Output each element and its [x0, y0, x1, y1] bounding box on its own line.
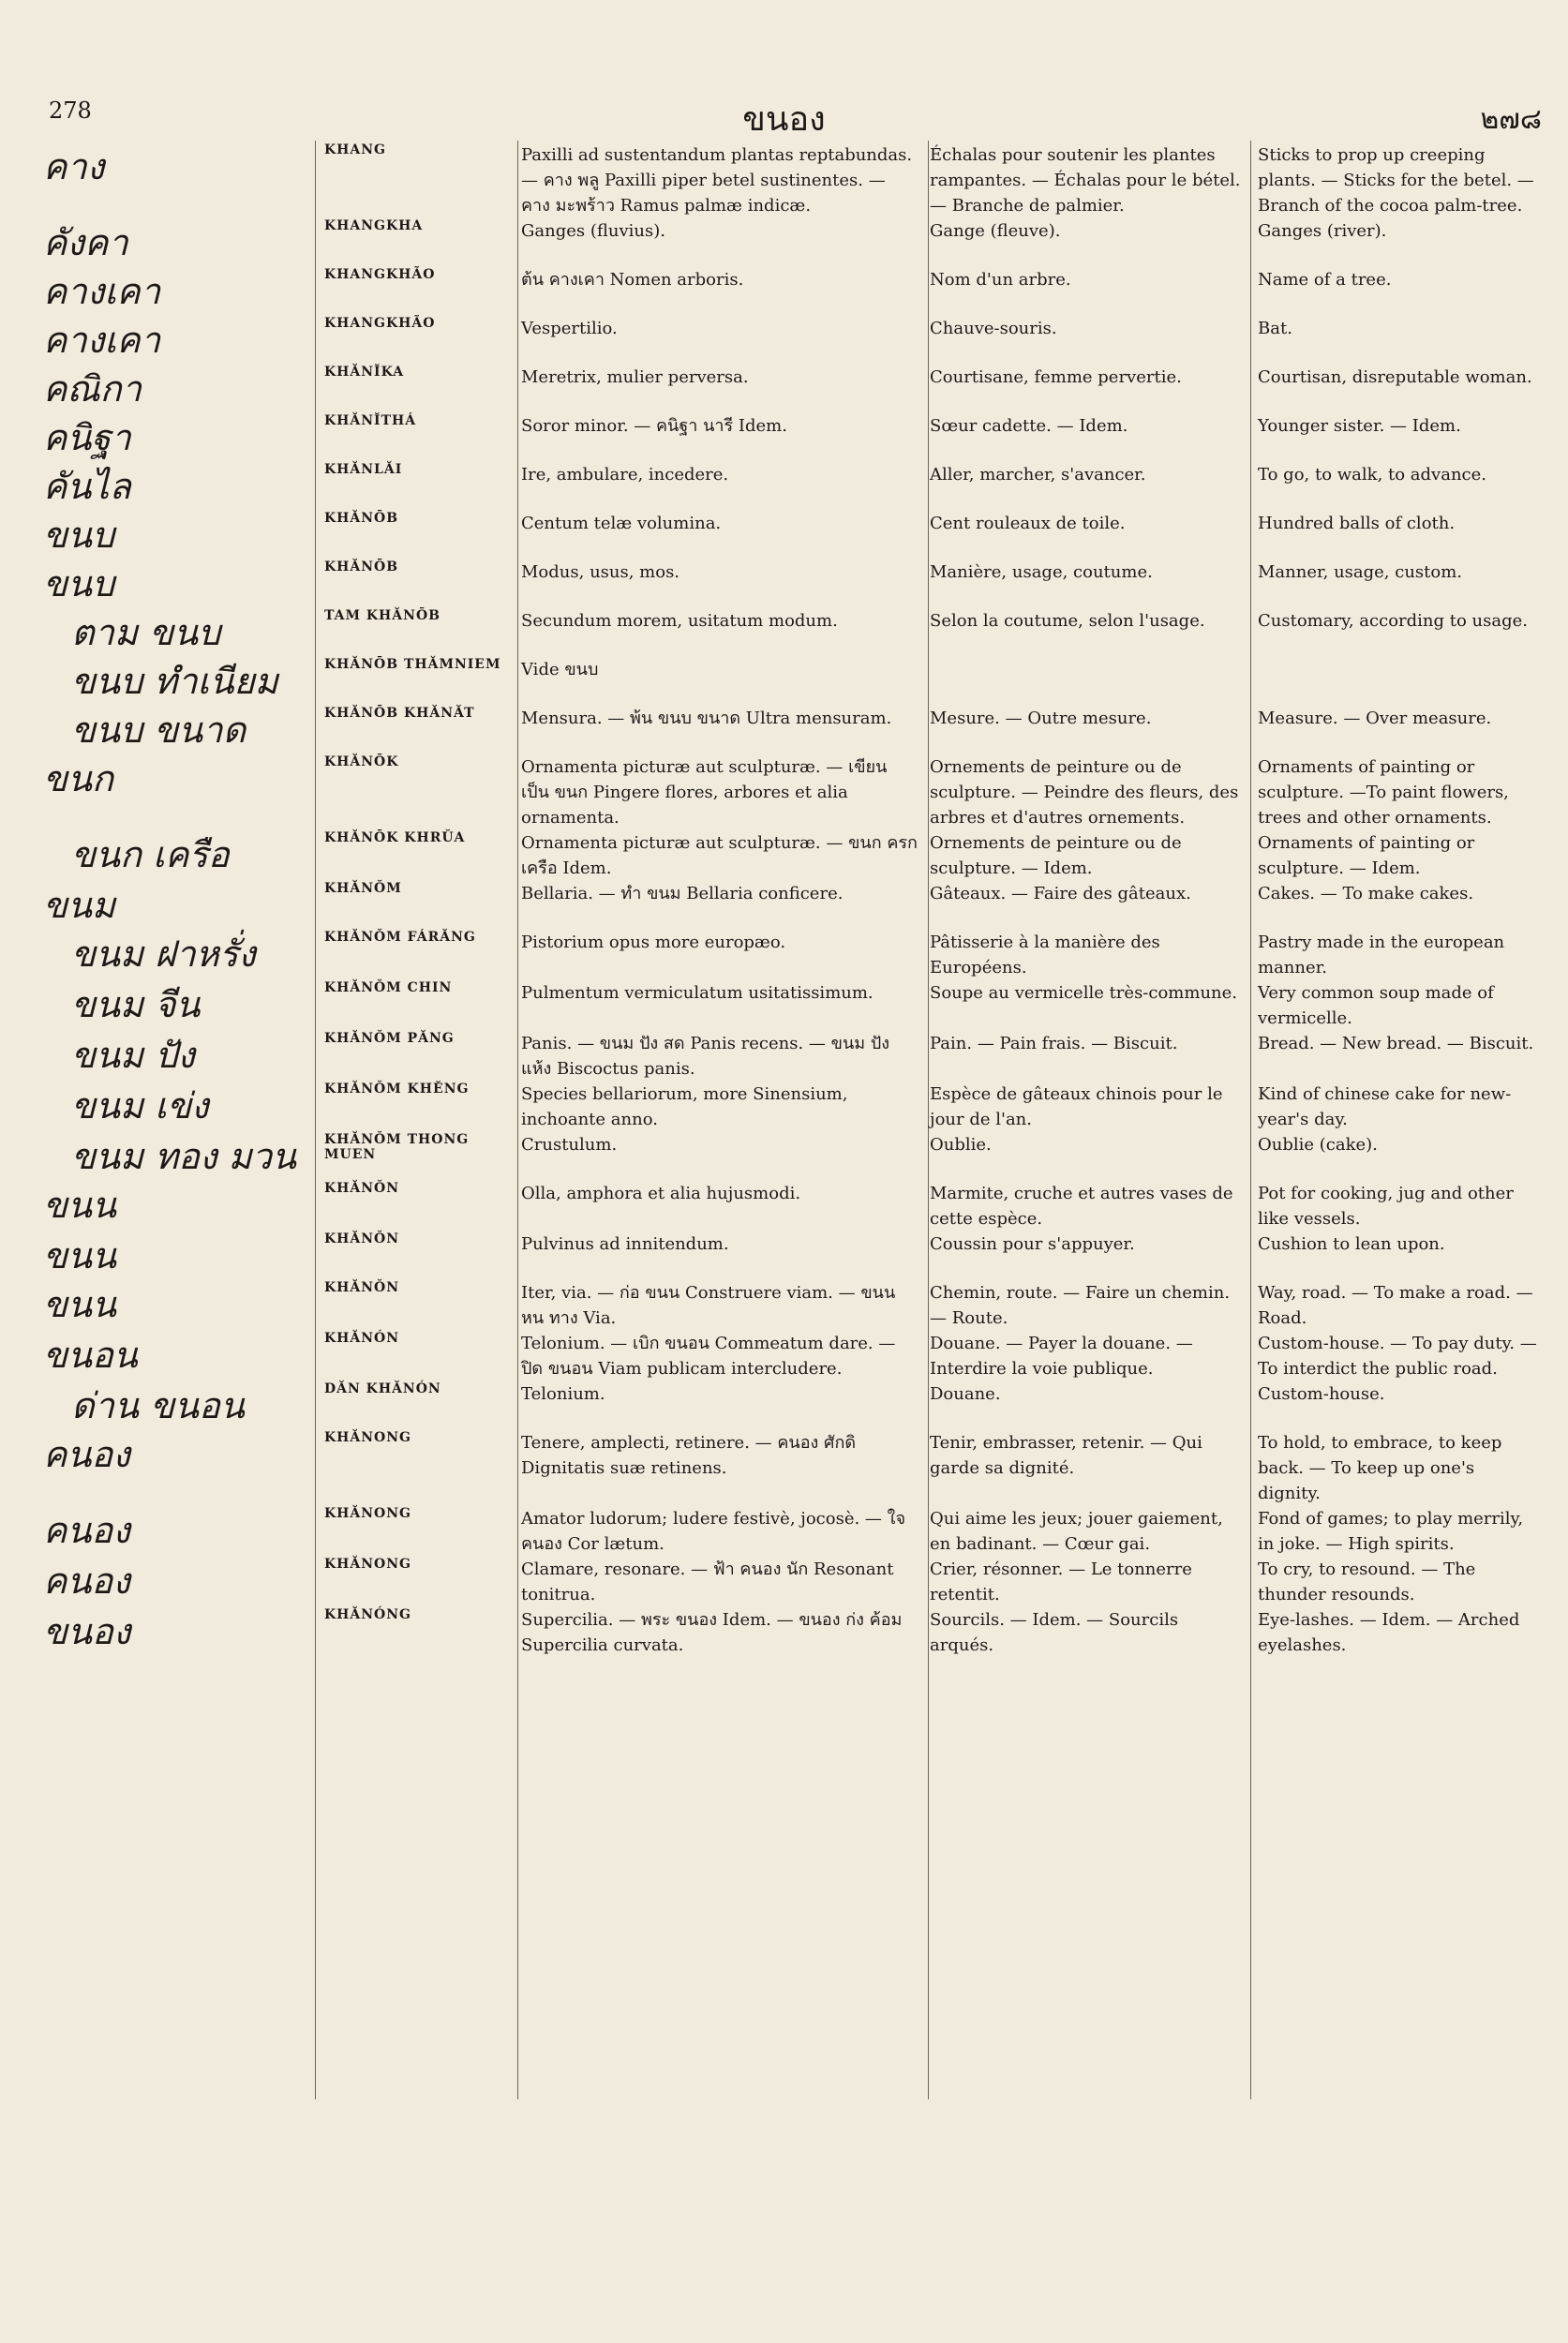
latin-definition: Crustulum.: [521, 1135, 618, 1155]
transliteration: KHĂNŌB THĂMNIEM: [324, 657, 501, 672]
latin-definition: Ornamenta picturæ aut sculpturæ. — ขนก ครก เครือ Idem.: [521, 833, 918, 878]
english-definition: Custom-house. — To pay duty. — To interdict the public road.: [1258, 1334, 1537, 1379]
dictionary-entry: [37, 365, 1543, 413]
french-definition: Espèce de gâteaux chinois pour le jour de l'an.: [930, 1084, 1223, 1129]
english-definition: Custom-house.: [1258, 1384, 1385, 1404]
thai-headword: ขนบ: [43, 515, 115, 556]
transliteration: KHĂNŌB: [324, 560, 399, 575]
latin-definition: Olla, amphora et alia hujusmodi.: [521, 1184, 801, 1203]
dictionary-entry: [37, 218, 1543, 267]
latin-definition: Species bellariorum, more Sinensium, inchoante anno.: [521, 1084, 848, 1129]
french-definition: Courtisane, femme pervertie.: [930, 367, 1182, 387]
english-definition: Younger sister. — Idem.: [1258, 416, 1461, 436]
dictionary-entry: [37, 1557, 1543, 1607]
french-definition: Manière, usage, coutume.: [930, 562, 1153, 582]
dictionary-entry: [37, 413, 1543, 462]
french-definition: Tenir, embrasser, retenir. — Qui garde sa dignité.: [930, 1433, 1202, 1478]
french-definition: Crier, résonner. — Le tonnerre retentit.: [930, 1560, 1192, 1604]
thai-headword: ขนอง: [43, 1611, 131, 1652]
transliteration: KHĂNONG: [324, 1430, 412, 1445]
english-definition: Very common soup made of vermicelle.: [1258, 983, 1494, 1028]
latin-definition: Pulvinus ad innitendum.: [521, 1234, 729, 1254]
french-definition: Ornements de peinture ou de sculpture. — Peindre des fleurs, des arbres et d'autres ornements.: [930, 757, 1239, 828]
dictionary-entry: [37, 881, 1543, 930]
latin-definition: Amator ludorum; ludere festivè, jocosè. — ใจ คนอง Cor lætum.: [521, 1509, 905, 1554]
latin-definition: Pulmentum vermiculatum usitatissimum.: [521, 983, 874, 1003]
thai-headword: ขนน: [43, 1284, 116, 1325]
transliteration: KHĂNÓNG: [324, 1607, 412, 1622]
transliteration: KHĂNŎN: [324, 1280, 400, 1295]
transliteration: KHĂNŎN: [324, 1181, 400, 1196]
thai-headword: ขนน: [43, 1185, 116, 1226]
latin-definition: ต้น คางเคา Nomen arboris.: [521, 270, 744, 290]
thai-headword: คันไล: [43, 466, 131, 507]
thai-headword: ด่าน ขนอน: [71, 1385, 245, 1426]
thai-headword: คนอง: [43, 1560, 130, 1602]
dictionary-entry: [37, 1231, 1543, 1280]
french-definition: Sœur cadette. — Idem.: [930, 416, 1128, 436]
thai-headword: ขนม เข่ง: [71, 1085, 209, 1127]
latin-definition: Paxilli ad sustentandum plantas reptabundas. — คาง พลู Paxilli piper betel sustinentes. — คาง มะพร้าว Ramus palmæ indicæ.: [521, 145, 913, 216]
thai-headword: ขนม ฝาหรั่ง: [71, 933, 256, 975]
dictionary-entry: [37, 1430, 1543, 1506]
dictionary-entry: [37, 657, 1543, 706]
latin-definition: Ornamenta picturæ aut sculpturæ. — เขียน เป็น ขนก Pingere flores, arbores et alia ornamenta.: [521, 757, 888, 828]
thai-headword: ขนอน: [43, 1335, 138, 1376]
english-definition: To go, to walk, to advance.: [1258, 465, 1487, 485]
english-definition: Bread. — New bread. — Biscuit.: [1258, 1034, 1534, 1053]
english-definition: [1252, 657, 1543, 706]
transliteration: KHĂNŎM PĂNG: [324, 1031, 455, 1046]
french-definition: Qui aime les jeux; jouer gaiement, en badinant. — Cœur gai.: [930, 1509, 1223, 1554]
english-definition: Cakes. — To make cakes.: [1258, 884, 1474, 903]
french-definition: [924, 657, 1252, 706]
english-definition: Sticks to prop up creeping plants. — Sticks for the betel. — Branch of the cocoa palm-tree.: [1258, 145, 1534, 216]
english-definition: Manner, usage, custom.: [1258, 562, 1463, 582]
thai-headword: คังคา: [43, 222, 128, 263]
french-definition: Sourcils. — Idem. — Sourcils arqués.: [930, 1610, 1179, 1655]
french-definition: Gâteaux. — Faire des gâteaux.: [930, 884, 1191, 903]
english-definition: Way, road. — To make a road. — Road.: [1258, 1283, 1533, 1328]
latin-definition: Ire, ambulare, incedere.: [521, 465, 729, 485]
thai-headword: ขนน: [43, 1235, 116, 1276]
dictionary-entry: [37, 754, 1543, 830]
thai-headword: ขนม: [43, 885, 116, 926]
transliteration: KHĂNĬKA: [324, 365, 405, 380]
latin-definition: Iter, via. — ก่อ ขนน Construere viam. — ขนน หน ทาง Via.: [521, 1283, 896, 1328]
thai-headword: คาง: [43, 146, 105, 187]
transliteration: TAM KHĂNŌB: [324, 608, 441, 623]
dictionary-entry: [37, 1181, 1543, 1231]
thai-headword: คนิฐา: [43, 417, 131, 458]
latin-definition: Clamare, resonare. — ฟ้า คนอง นัก Resonant tonitrua.: [521, 1560, 894, 1604]
english-definition: Pastry made in the european manner.: [1258, 933, 1505, 977]
french-definition: Gange (fleuve).: [930, 221, 1061, 241]
transliteration: KHĂNŎM CHIN: [324, 980, 453, 995]
french-definition: Douane.: [930, 1384, 1001, 1404]
dictionary-entry: [37, 511, 1543, 560]
english-definition: Ganges (river).: [1258, 221, 1387, 241]
french-definition: Douane. — Payer la douane. — Interdire la voie publique.: [930, 1334, 1193, 1379]
thai-headword: ขนม ปัง: [71, 1035, 195, 1076]
transliteration: KHĂNŎM: [324, 881, 402, 896]
latin-definition: Panis. — ขนม ปัง สด Panis recens. — ขนม ปัง แห้ง Biscoctus panis.: [521, 1034, 890, 1079]
english-definition: Hundred balls of cloth.: [1258, 514, 1456, 533]
dictionary-entry: [37, 830, 1543, 881]
transliteration: KHĂNŎM FÁRĂNG: [324, 930, 476, 945]
english-definition: Courtisan, disreputable woman.: [1258, 367, 1532, 387]
english-definition: Pot for cooking, jug and other like vessels.: [1258, 1184, 1514, 1229]
english-definition: Oublie (cake).: [1258, 1135, 1378, 1155]
dictionary-entry: [37, 462, 1543, 511]
latin-definition: Telonium. — เบิก ขนอน Commeatum dare. — ปิด ขนอน Viam publicam intercludere.: [521, 1334, 896, 1379]
transliteration: KHANG: [324, 142, 387, 157]
french-definition: Mesure. — Outre mesure.: [930, 709, 1152, 728]
french-definition: Oublie.: [930, 1135, 992, 1155]
thai-headword: ขนบ: [43, 563, 115, 604]
dictionary-entry: [37, 1331, 1543, 1381]
dictionary-entry: [37, 1082, 1543, 1132]
transliteration: KHANGKHÃO: [324, 316, 436, 331]
french-definition: Ornements de peinture ou de sculpture. — Idem.: [930, 833, 1182, 878]
transliteration: KHĂNLĂI: [324, 462, 403, 477]
french-definition: Coussin pour s'appuyer.: [930, 1234, 1135, 1254]
dictionary-entry: [37, 1506, 1543, 1557]
page-number-left: 278: [49, 97, 92, 124]
transliteration: KHĂNŌK: [324, 754, 399, 769]
french-definition: Marmite, cruche et autres vases de cette espèce.: [930, 1184, 1233, 1229]
french-definition: Selon la coutume, selon l'usage.: [930, 611, 1205, 631]
english-definition: To hold, to embrace, to keep back. — To keep up one's dignity.: [1258, 1433, 1502, 1503]
transliteration: KHĂNĬTHÁ: [324, 413, 417, 428]
english-definition: Ornaments of painting or sculpture. — Idem.: [1258, 833, 1475, 878]
thai-headword: คนอง: [43, 1434, 130, 1475]
transliteration: KHĂNONG: [324, 1506, 412, 1521]
thai-headword: ขนก: [43, 758, 113, 799]
transliteration: KHĂNŎM KHĔNG: [324, 1082, 470, 1097]
latin-definition: Secundum morem, usitatum modum.: [521, 611, 838, 631]
french-definition: Chauve-souris.: [930, 319, 1057, 338]
english-definition: Name of a tree.: [1258, 270, 1392, 290]
english-definition: Cushion to lean upon.: [1258, 1234, 1445, 1254]
dictionary-entry: [37, 706, 1543, 754]
dictionary-entry: [37, 980, 1543, 1031]
dictionary-entry: [37, 1381, 1543, 1430]
french-definition: Soupe au vermicelle très-commune.: [930, 983, 1237, 1003]
thai-headword: ตาม ขนบ: [71, 612, 221, 653]
french-definition: Pain. — Pain frais. — Biscuit.: [930, 1034, 1178, 1053]
transliteration: KHANGKHÃO: [324, 267, 436, 282]
latin-definition: Tenere, amplecti, retinere. — คนอง ศักดิ Dignitatis suæ retinens.: [521, 1433, 857, 1478]
thai-headword: ขนก เครือ: [71, 834, 230, 875]
transliteration: KHĂNŎN: [324, 1231, 400, 1246]
running-head: ขนอง: [742, 100, 826, 139]
dictionary-entry: [37, 1280, 1543, 1331]
dictionary-entry: [37, 930, 1543, 980]
latin-definition: Supercilia. — พระ ขนอง Idem. — ขนอง ก่ง ค้อม Supercilia curvata.: [521, 1610, 903, 1655]
french-definition: Chemin, route. — Faire un chemin. — Route.: [930, 1283, 1231, 1328]
page-number-right: ๒๗๘: [1480, 103, 1542, 136]
english-definition: Kind of chinese cake for new-year's day.: [1258, 1084, 1512, 1129]
french-definition: Cent rouleaux de toile.: [930, 514, 1126, 533]
dictionary-entries: [37, 142, 1543, 1658]
transliteration: KHANGKHA: [324, 218, 424, 233]
english-definition: To cry, to resound. — The thunder resounds.: [1258, 1560, 1476, 1604]
thai-headword: คณิกา: [43, 368, 142, 410]
latin-definition: Modus, usus, mos.: [521, 562, 680, 582]
english-definition: Fond of games; to play merrily, in joke. — High spirits.: [1258, 1509, 1524, 1554]
latin-definition: Vide ขนบ: [521, 660, 599, 679]
english-definition: Eye-lashes. — Idem. — Arched eyelashes.: [1258, 1610, 1520, 1655]
transliteration: KHĂNONG: [324, 1557, 412, 1572]
latin-definition: Ganges (fluvius).: [521, 221, 665, 241]
thai-headword: คางเคา: [43, 271, 161, 312]
thai-headword: ขนบ ทำเนียม: [71, 661, 278, 702]
latin-definition: Bellaria. — ทำ ขนม Bellaria conficere.: [521, 884, 844, 903]
latin-definition: Centum telæ volumina.: [521, 514, 722, 533]
french-definition: Aller, marcher, s'avancer.: [930, 465, 1146, 485]
dictionary-entry: [37, 608, 1543, 657]
dictionary-table: [37, 142, 1543, 1658]
english-definition: Customary, according to usage.: [1258, 611, 1528, 631]
transliteration: KHĂNŌB KHĂNĂT: [324, 706, 475, 721]
dictionary-entry: [37, 267, 1543, 316]
english-definition: Measure. — Over measure.: [1258, 709, 1492, 728]
latin-definition: Pistorium opus more europæo.: [521, 933, 786, 952]
thai-headword: คางเคา: [43, 320, 161, 361]
transliteration: KHĂNÓN: [324, 1331, 400, 1346]
thai-headword: ขนม จีน: [71, 984, 201, 1025]
latin-definition: Vespertilio.: [521, 319, 618, 338]
latin-definition: Mensura. — พ้น ขนบ ขนาด Ultra mensuram.: [521, 709, 892, 728]
french-definition: Pâtisserie à la manière des Européens.: [930, 933, 1160, 977]
dictionary-entry: [37, 1132, 1543, 1181]
transliteration: KHĂNŌB: [324, 511, 399, 526]
transliteration: DĂN KHĂNÓN: [324, 1381, 441, 1396]
thai-headword: ขนบ ขนาด: [71, 709, 246, 751]
transliteration: KHĂNŌK KHRŬA: [324, 830, 466, 845]
dictionary-entry: [37, 1607, 1543, 1658]
thai-headword: ขนม ทอง มวน: [71, 1136, 296, 1177]
dictionary-entry: [37, 316, 1543, 365]
thai-headword: คนอง: [43, 1510, 130, 1551]
french-definition: Nom d'un arbre.: [930, 270, 1071, 290]
dictionary-entry: [37, 142, 1543, 218]
english-definition: Bat.: [1258, 319, 1292, 338]
latin-definition: Soror minor. — คนิฐา นารี Idem.: [521, 416, 787, 436]
latin-definition: Meretrix, mulier perversa.: [521, 367, 749, 387]
latin-definition: Telonium.: [521, 1384, 605, 1404]
dictionary-entry: [37, 1031, 1543, 1082]
english-definition: Ornaments of painting or sculpture. —To paint flowers, trees and other ornaments.: [1258, 757, 1509, 828]
dictionary-entry: [37, 560, 1543, 608]
transliteration: KHĂNŎM THONG MUEN: [324, 1132, 470, 1162]
french-definition: Échalas pour soutenir les plantes rampantes. — Échalas pour le bétel. — Branche de palmier.: [930, 145, 1241, 216]
